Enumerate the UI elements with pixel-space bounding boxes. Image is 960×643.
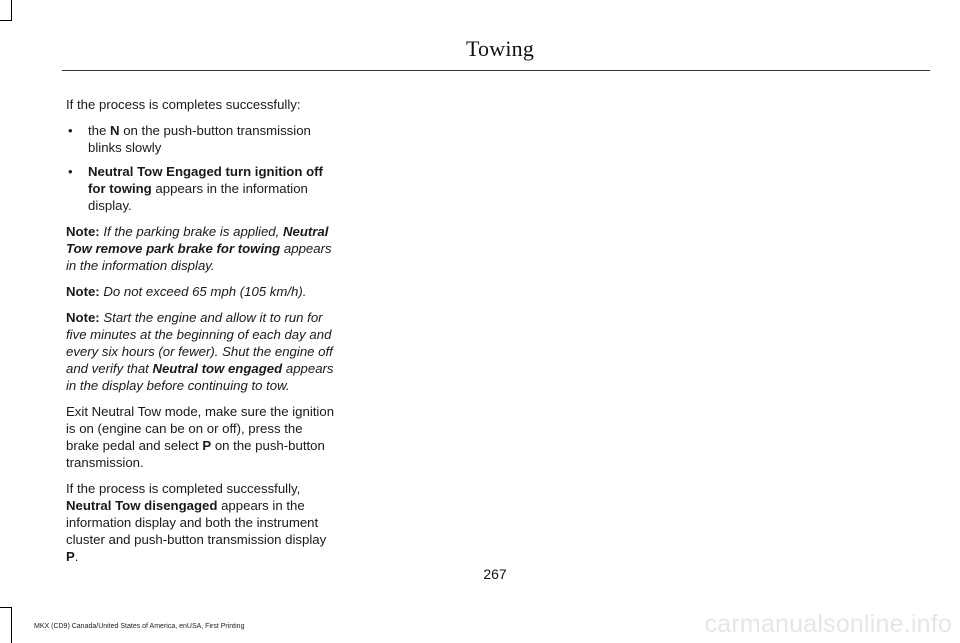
crop-mark-top-left-v xyxy=(11,0,12,20)
paragraph-bold: Neutral Tow disengaged xyxy=(66,498,218,513)
crop-mark-bottom-left-v xyxy=(11,607,12,643)
note-text: appears in the information display. xyxy=(66,241,332,273)
completion-paragraph xyxy=(66,480,338,565)
paragraph-text: If the process is completed successfully, xyxy=(66,481,301,496)
note-label: Note: xyxy=(66,224,100,239)
list-item-bold: Neutral Tow Engaged turn ignition off for towing xyxy=(88,164,323,196)
paragraph-bold: P xyxy=(66,549,75,564)
watermark-logo: carmanualsonline.info xyxy=(704,610,952,638)
note-text: Do not exceed 65 mph (105 km/h). xyxy=(99,284,307,299)
header-divider xyxy=(62,70,930,71)
paragraph-text: on the push-button transmission. xyxy=(66,438,325,470)
page-number: 267 xyxy=(483,566,507,582)
note-parking-brake xyxy=(66,223,338,274)
note-bold: Neutral Tow remove park brake for towing xyxy=(66,224,329,256)
paragraph-text: Exit Neutral Tow mode, make sure the ignition is on (engine can be on or off), press the brake pedal and select xyxy=(66,404,335,453)
list-item xyxy=(66,122,338,156)
note-engine-run xyxy=(66,309,338,394)
list-item-text: appears in the information display. xyxy=(88,181,308,213)
note-text: Start the engine and allow it to run for five minutes at the beginning of each day and every six hours (or fewer). Shut the engine off and verify that xyxy=(66,310,333,376)
crop-mark-top-left-h xyxy=(0,20,12,21)
note-label: Note: xyxy=(66,284,100,299)
result-list xyxy=(66,122,338,214)
list-item xyxy=(66,163,338,214)
crop-mark-bottom-left-h xyxy=(0,607,12,608)
footer-printing-info: MKX (CD9) Canada/United States of America, enUSA, First Printing xyxy=(34,623,245,630)
note-text: appears in the display before continuing to tow. xyxy=(66,361,334,393)
note-speed xyxy=(66,283,338,300)
paragraph-bold: P xyxy=(202,438,212,453)
note-label: Note: xyxy=(66,310,100,325)
note-bold: Neutral tow engaged xyxy=(152,361,283,376)
intro-paragraph: If the process is completes successfully: xyxy=(66,97,301,112)
note-text: If the parking brake is applied, xyxy=(99,224,283,239)
paragraph-text: appears in the information display and both the instrument cluster and push-button transmission display xyxy=(66,498,327,547)
list-item-text: the xyxy=(88,123,110,138)
paragraph-text: . xyxy=(74,549,79,564)
page-title: Towing xyxy=(465,36,535,61)
list-item-text: on the push-button transmission blinks slowly xyxy=(88,123,311,155)
exit-paragraph xyxy=(66,403,338,471)
body-column xyxy=(66,96,338,574)
list-item-bold: N xyxy=(110,123,120,138)
